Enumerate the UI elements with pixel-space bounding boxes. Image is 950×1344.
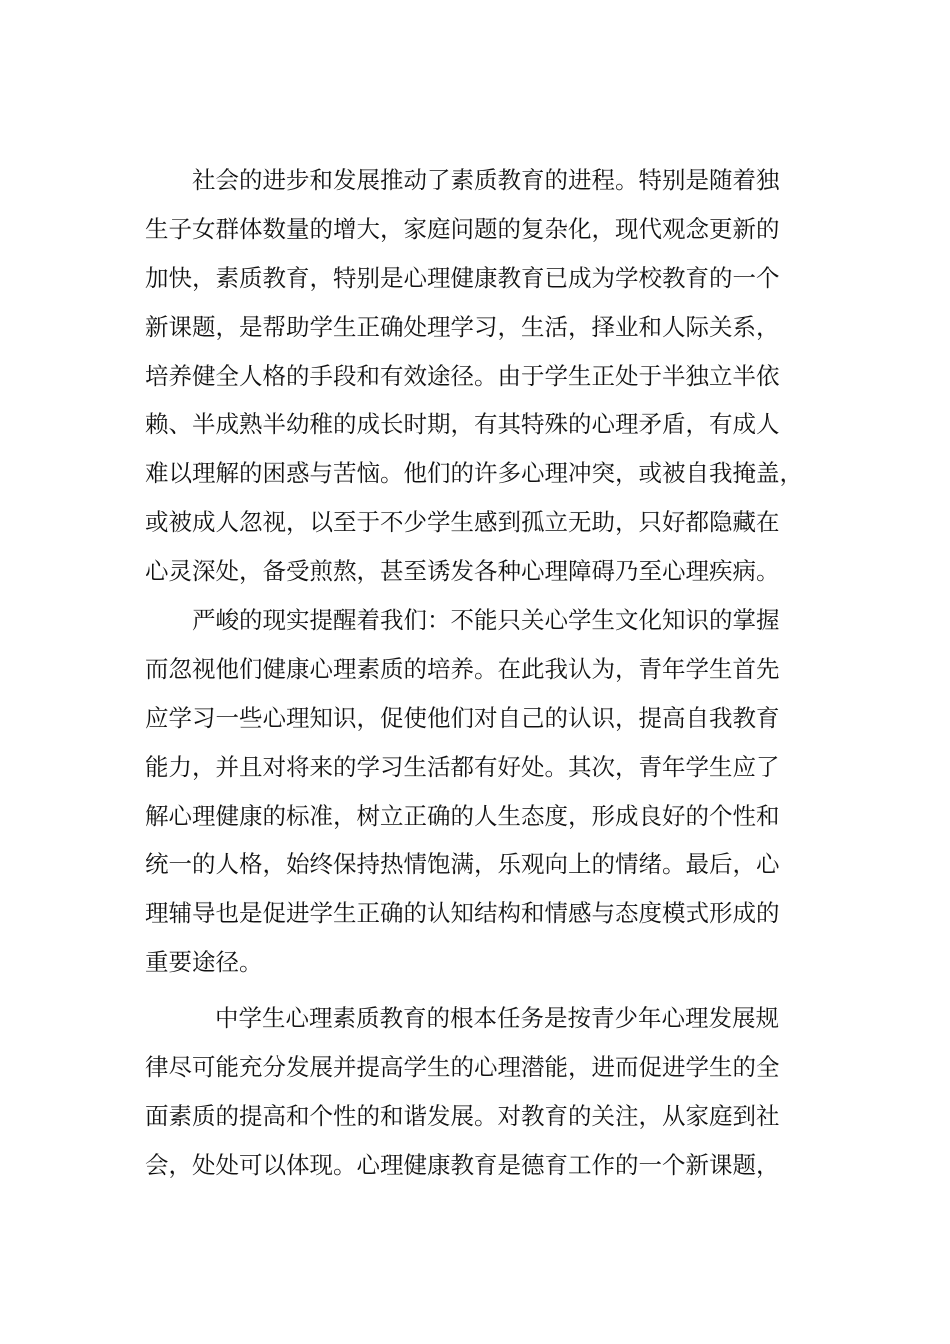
paragraph-3 xyxy=(145,994,795,1190)
text-line: 律尽可能充分发展并提高学生的心理潜能，进而促进学生的全 xyxy=(145,1053,780,1082)
text-line: 加快，素质教育，特别是心理健康教育已成为学校教育的一个 xyxy=(145,263,780,292)
paragraph-2 xyxy=(145,596,795,987)
text-line: 严峻的现实提醒着我们：不能只关心学生文化知识的掌握 xyxy=(192,606,780,635)
document-body xyxy=(145,156,803,1190)
text-line: 难以理解的困惑与苦恼。他们的许多心理冲突，或被自我掩盖， xyxy=(145,459,803,488)
paragraph-1 xyxy=(145,156,803,596)
text-line: 理辅导也是促进学生正确的认知结构和情感与态度模式形成的 xyxy=(145,899,780,928)
text-line: 新课题，是帮助学生正确处理学习，生活，择业和人际关系， xyxy=(145,312,780,341)
text-line: 解心理健康的标准，树立正确的人生态度，形成良好的个性和 xyxy=(145,801,780,830)
text-line: 统一的人格，始终保持热情饱满，乐观向上的情绪。最后，心 xyxy=(145,850,780,879)
text-line: 面素质的提高和个性的和谐发展。对教育的关注，从家庭到社 xyxy=(145,1101,780,1130)
text-line: 会，处处可以体现。心理健康教育是德育工作的一个新课题， xyxy=(145,1150,780,1179)
text-line: 赖、半成熟半幼稚的成长时期，有其特殊的心理矛盾，有成人 xyxy=(145,410,780,439)
text-line: 能力，并且对将来的学习生活都有好处。其次，青年学生应了 xyxy=(145,752,780,781)
text-line: 生子女群体数量的增大，家庭问题的复杂化，现代观念更新的 xyxy=(145,214,780,243)
text-line: 培养健全人格的手段和有效途径。由于学生正处于半独立半依 xyxy=(145,361,780,390)
text-line: 心灵深处，备受煎熬，甚至诱发各种心理障碍乃至心理疾病。 xyxy=(145,557,780,586)
text-line: 而忽视他们健康心理素质的培养。在此我认为，青年学生首先 xyxy=(145,654,780,683)
text-line: 应学习一些心理知识，促使他们对自己的认识，提高自我教育 xyxy=(145,703,780,732)
text-line: 重要途径。 xyxy=(145,948,263,977)
text-line: 社会的进步和发展推动了素质教育的进程。特别是随着独 xyxy=(192,166,780,194)
text-line: 或被成人忽视，以至于不少学生感到孤立无助，只好都隐藏在 xyxy=(145,508,780,537)
text-line: 中学生心理素质教育的根本任务是按青少年心理发展规 xyxy=(215,1004,779,1033)
